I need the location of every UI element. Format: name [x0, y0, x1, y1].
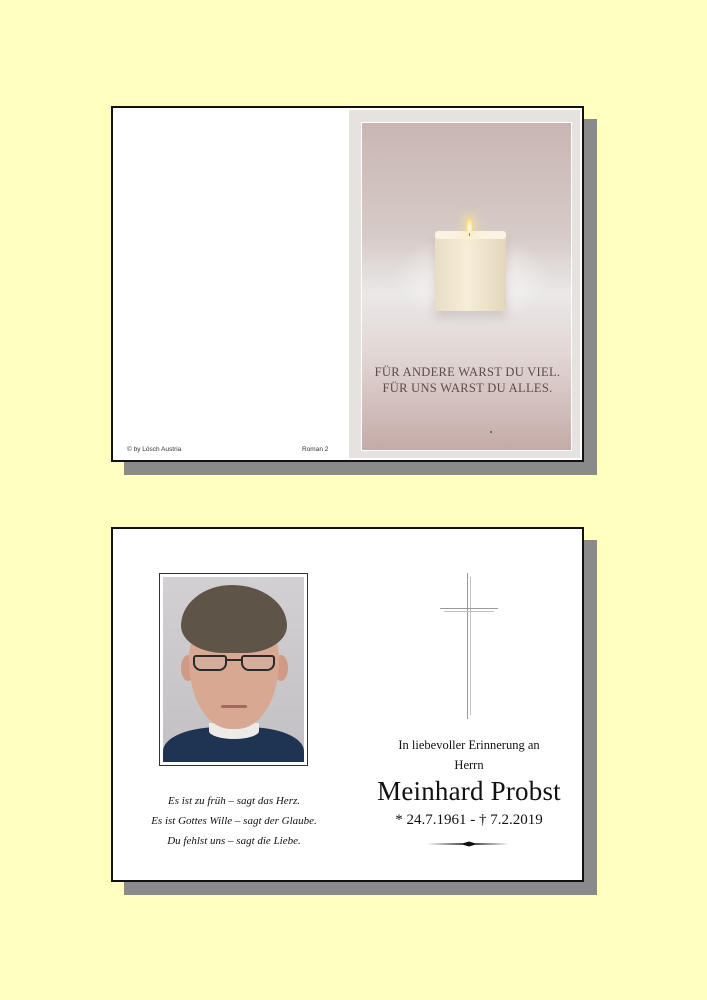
- candle-image: [361, 122, 572, 451]
- glasses-icon: [193, 655, 277, 673]
- portrait-frame: [159, 573, 308, 766]
- verse-line-1: FÜR ANDERE WARST DU VIEL.: [374, 365, 561, 379]
- cover-verse: [362, 364, 572, 396]
- poem-line: Du fehlst uns – sagt die Liebe.: [167, 835, 301, 847]
- cover-panel: [349, 110, 580, 458]
- publisher-credit: © by Lösch Austria: [127, 446, 182, 453]
- memorial-intro: In liebevoller Erinnerung an: [398, 738, 540, 752]
- candle-icon: [435, 235, 506, 311]
- life-dates: * 24.7.1961 - † 7.2.2019: [395, 812, 543, 828]
- memorial-poem: [123, 791, 345, 851]
- divider-ornament-icon: [427, 841, 511, 847]
- deceased-name: Meinhard Probst: [377, 776, 561, 806]
- design-code: Roman 2: [302, 446, 329, 453]
- front-card: [111, 106, 584, 462]
- verse-line-2: FÜR UNS WARST DU ALLES.: [382, 381, 553, 395]
- portrait-photo: [163, 577, 304, 762]
- flame-icon: [466, 217, 473, 233]
- honorific: Herrn: [454, 758, 484, 772]
- poem-line: Es ist zu früh – sagt das Herz.: [167, 795, 301, 807]
- inside-card: [111, 527, 584, 882]
- cross-icon: [440, 573, 498, 719]
- poem-line: Es ist Gottes Wille – sagt der Glaube.: [151, 815, 317, 827]
